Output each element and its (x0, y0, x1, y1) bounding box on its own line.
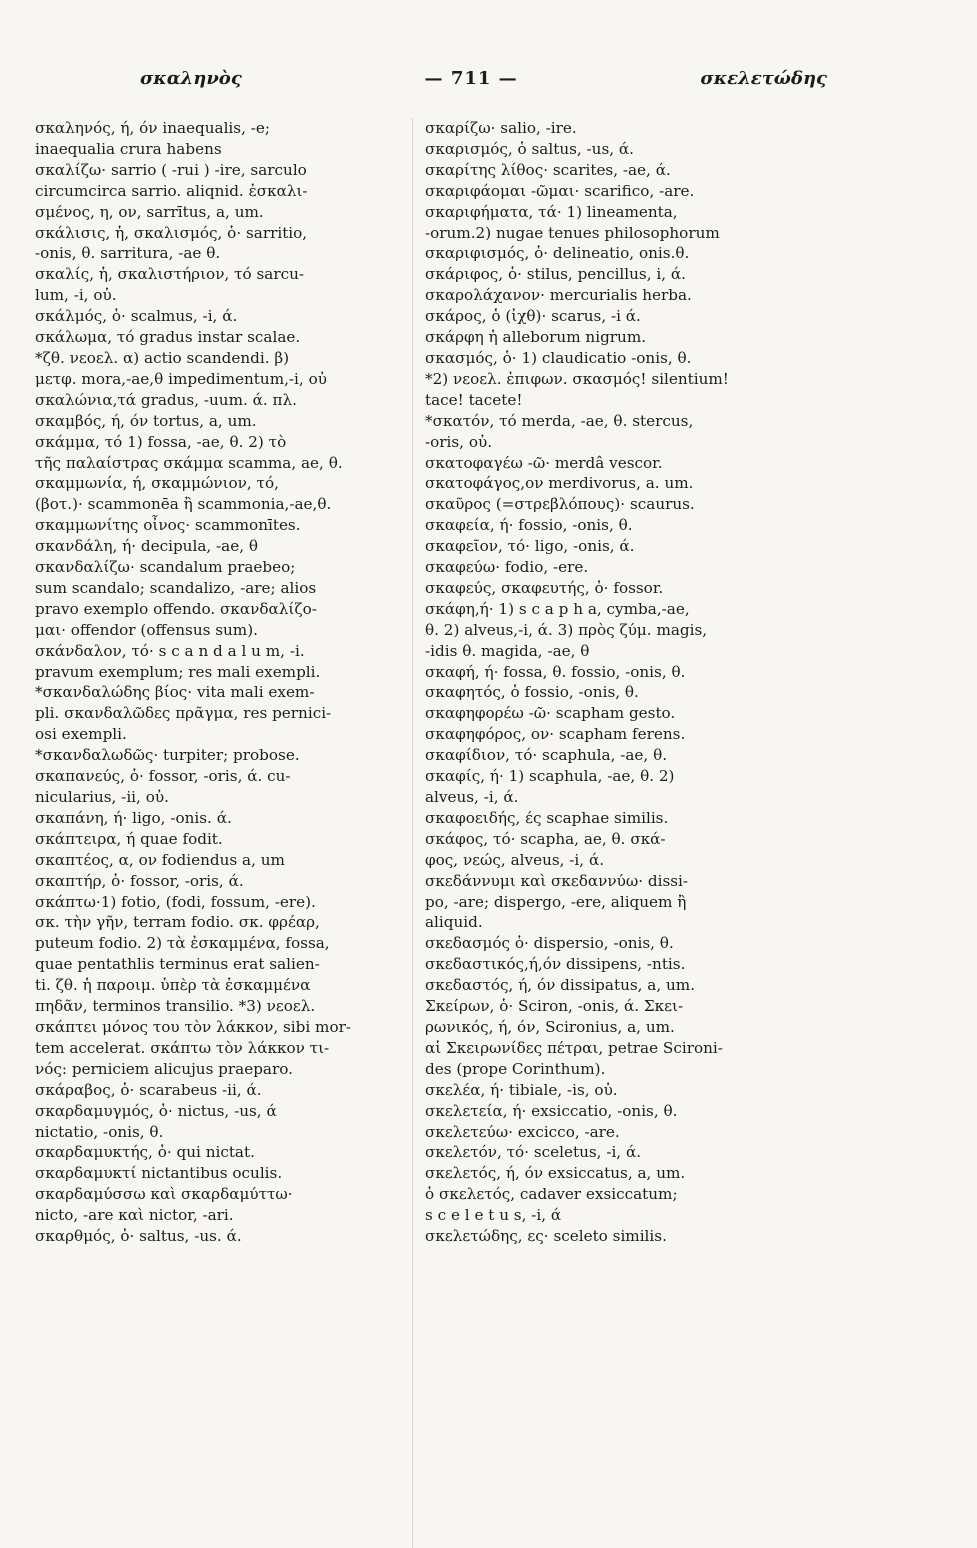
dictionary-line: σκάραβος, ὁ· scarabeus -ii, ά. (35, 1080, 262, 1099)
dictionary-line: σκανδάλη, ή· decipula, -ae, θ (35, 537, 258, 556)
dictionary-line: σκαπάνη, ή· ligo, -onis. ά. (35, 808, 232, 827)
dictionary-line: σκαφεύς, σκαφευτής, ὁ· fossor. (425, 578, 664, 597)
dictionary-line: σκαρισμός, ὁ saltus, -us, ά. (425, 139, 634, 158)
dictionary-line: σκάρφη ἡ alleborum nigrum. (425, 328, 647, 347)
dictionary-line: σκασμός, ὁ· 1) claudicatio -onis, θ. (425, 348, 692, 367)
dictionary-line: nictatio, -onis, θ. (35, 1122, 164, 1141)
dictionary-line: σκάλισις, ἡ, σκαλισμός, ὁ· sarritio, (35, 223, 308, 242)
dictionary-line: σκατοφαγέω -ῶ· merdâ vescor. (425, 453, 663, 472)
dictionary-line: alveus, -i, ά. (425, 788, 519, 806)
dictionary-line: sum scandalo; scandalizo, -are; alios (35, 578, 317, 597)
dictionary-line: σκελετεύω· excicco, -are. (425, 1122, 620, 1141)
dictionary-line: σκαφεῖον, τό· ligo, -onis, ά. (425, 537, 635, 556)
dictionary-line: σκάριφος, ὁ· stilus, pencillus, i, ά. (425, 265, 686, 284)
dictionary-line: σκαπανεύς, ὁ· fossor, -oris, ά. cu- (35, 767, 291, 786)
running-header (140, 68, 827, 98)
dictionary-line: tem accelerat. σκάπτω τὸν λάκκον τι- (35, 1038, 330, 1057)
dictionary-line: σκάφη,ή· 1) s c a p h a, cymba,-ae, (425, 599, 690, 618)
dictionary-line: φος, νεώς, alveus, -i, ά. (425, 850, 605, 869)
dictionary-line: σκάπτω·1) fotio, (fodi, fossum, -ere). (35, 892, 316, 911)
dictionary-line: *2) νεοελ. ἐπιφων. σκασμός! silentium! (425, 369, 729, 388)
dictionary-line: lum, -i, οὐ. (35, 286, 117, 305)
dictionary-line: σκελετώδης, ες· sceleto similis. (425, 1227, 667, 1246)
dictionary-line: σκαφηφορέω -ῶ· scapham gesto. (425, 704, 676, 723)
dictionary-line: des (prope Corinthum). (425, 1059, 606, 1078)
dictionary-line: σκαφεία, ή· fossio, -onis, θ. (425, 516, 633, 535)
dictionary-line: θ. 2) alveus,-i, ά. 3) πρὸς ζύμ. magis, (425, 620, 708, 639)
dictionary-line: σκαρολάχανον· mercurialis herba. (425, 286, 692, 305)
dictionary-line: σκαπτήρ, ὁ· fossor, -oris, ά. (35, 871, 244, 890)
dictionary-line: σκάπτει μόνος του τὸν λάκκον, sibi mor- (35, 1017, 351, 1036)
dictionary-line: σκαρδαμύσσω καὶ σκαρδαμύττω· (35, 1185, 293, 1204)
dictionary-line: -oris, οὐ. (425, 432, 493, 451)
dictionary-line: aliquid. (425, 913, 483, 932)
dictionary-line: σκάμμα, τό 1) fossa, -ae, θ. 2) τὸ (35, 432, 287, 451)
dictionary-line: σκαμμωνία, ή, σκαμμώνιον, τό, (35, 474, 279, 493)
dictionary-line: σκαρδαμυγμός, ὁ· nictus, -us, ά (35, 1101, 277, 1120)
dictionary-line: (βοτ.)· scammonēa ἢ scammonia,-ae,θ. (35, 495, 332, 514)
dictionary-line: σκεδάννυμι καὶ σκεδαννύω· dissi- (425, 871, 689, 890)
dictionary-line: σκατοφάγος,ον merdivorus, a. um. (425, 474, 694, 493)
dictionary-line: nicto, -are καὶ nictor, -ari. (35, 1206, 234, 1225)
dictionary-line: tace! tacete! (425, 390, 523, 409)
dictionary-line: σκάλωμα, τό gradus instar scalae. (35, 328, 301, 347)
dictionary-line: σκαριφάομαι -ῶμαι· scarifico, -are. (425, 181, 695, 200)
dictionary-line: ρωνικός, ή, όν, Scironius, a, um. (425, 1017, 675, 1036)
dictionary-line: σκάπτειρα, ή quae fodit. (35, 829, 223, 848)
dictionary-line: σκελετόν, τό· sceletus, -i, ά. (425, 1143, 642, 1162)
dictionary-line: σκαφή, ή· fossa, θ. fossio, -onis, θ. (425, 662, 686, 681)
dictionary-line: ti. ζθ. ἡ παροιμ. ὑπὲρ τὰ ἐσκαμμένα (35, 976, 311, 995)
dictionary-line: *σκανδαλώδης βίος· vita mali exem- (35, 683, 315, 702)
dictionary-line: σκαληνός, ή, όν inaequalis, -e; (35, 119, 270, 137)
dictionary-line: σκαφεύω· fodio, -ere. (425, 558, 589, 577)
dictionary-line: σκαφίδιον, τό· scaphula, -ae, θ. (425, 746, 668, 765)
dictionary-line: μαι· offendor (offensus sum). (35, 620, 258, 639)
dictionary-line: σκαπτέος, α, ον fodiendus a, um (35, 850, 285, 869)
dictionary-line: -orum.2) nugae tenues philosophorum (425, 223, 720, 242)
dictionary-line: ὁ σκελετός, cadaver exsiccatum; (425, 1185, 678, 1204)
dictionary-line: σκαλίς, ἡ, σκαλιστήριον, τό sarcu- (35, 265, 304, 284)
dictionary-line: σκαμβός, ή, όν tortus, a, um. (35, 411, 257, 430)
dictionary-line: σκαῦρος (=στρεβλόπους)· scaurus. (425, 495, 695, 514)
dictionary-line: σκαφητός, ὁ fossio, -onis, θ. (425, 683, 639, 702)
dictionary-line: nicularius, -ii, οὐ. (35, 788, 169, 806)
dictionary-line: s c e l e t u s, -i, ά (425, 1206, 562, 1225)
dictionary-line: σκάλμός, ὁ· scalmus, -i, ά. (35, 307, 238, 326)
dictionary-line: σκαμμωνίτης οἶνος· scammonītes. (35, 516, 301, 535)
dictionary-line: σκεδαστικός,ή,όν dissipens, -ntis. (425, 955, 686, 974)
dictionary-line: Σκείρων, ὁ· Sciron, -onis, ά. Σκει- (425, 997, 684, 1016)
dictionary-line: νός: perniciem alicujus praeparo. (35, 1059, 293, 1078)
dictionary-line: αἱ Σκειρωνίδες πέτραι, petrae Scironi- (425, 1038, 723, 1057)
dictionary-line: σκαλίζω· sarrio ( -rui ) -ire, sarculo (35, 160, 307, 179)
dictionary-line: osi exempli. (35, 725, 127, 744)
dictionary-line: σκαρδαμυκτί nictantibus oculis. (35, 1164, 283, 1183)
dictionary-line: po, -are; dispergo, -ere, aliquem ἢ (425, 892, 687, 911)
right-column (425, 118, 820, 1247)
dictionary-line: pli. σκανδαλῶδες πρᾶγμα, res pernici- (35, 704, 332, 723)
dictionary-line: *ζθ. νεοελ. α) actio scandendi. β) (35, 348, 290, 367)
page-number: — 711 — (424, 68, 518, 89)
dictionary-line: σκανδαλίζω· scandalum praebeo; (35, 558, 296, 577)
dictionary-line: πηδᾶν, terminos transilio. *3) νεοελ. (35, 997, 316, 1016)
dictionary-line: σμένος, η, ον, sarrītus, a, um. (35, 202, 264, 221)
dictionary-line: σκελετός, ή, όν exsiccatus, a, um. (425, 1164, 686, 1183)
dictionary-line: pravo exemplo offendo. σκανδαλίζο- (35, 599, 317, 618)
column-divider (412, 118, 413, 1548)
header-first-entry: σκαληνὸς (140, 68, 242, 89)
dictionary-line: quae pentathlis terminus erat salien- (35, 955, 320, 974)
dictionary-line: σκελετεία, ή· exsiccatio, -onis, θ. (425, 1101, 678, 1120)
dictionary-line: σκαρίτης λίθος· scarites, -ae, ά. (425, 160, 671, 179)
dictionary-line: puteum fodio. 2) τὰ ἐσκαμμένα, fossa, (35, 934, 330, 953)
dictionary-line: σκάρος, ὁ (ἰχθ)· scarus, -i ά. (425, 307, 641, 326)
dictionary-line: *σκατόν, τό merda, -ae, θ. stercus, (425, 411, 694, 430)
header-last-entry: σκελετώδης (700, 68, 827, 89)
dictionary-line: σκάφος, τό· scapha, ae, θ. σκά- (425, 829, 666, 848)
dictionary-line: σκαφηφόρος, ον· scapham ferens. (425, 725, 686, 744)
dictionary-line: σκαρδαμυκτής, ὁ· qui nictat. (35, 1143, 255, 1162)
dictionary-line: τῆς παλαίστρας σκάμμα scamma, ae, θ. (35, 453, 343, 472)
dictionary-line: σκεδαστός, ή, όν dissipatus, a, um. (425, 976, 696, 995)
dictionary-line: σκαρίζω· salio, -ire. (425, 119, 577, 137)
dictionary-line: σκαφοειδής, ές scaphae similis. (425, 808, 669, 827)
dictionary-line: σκ. τὴν γῆν, terram fodio. σκ. φρέαρ, (35, 913, 320, 932)
dictionary-line: -idis θ. magida, -ae, θ (425, 641, 590, 660)
dictionary-line: μετφ. mora,-ae,θ impedimentum,-i, οὐ (35, 369, 327, 388)
dictionary-line: σκαφίς, ή· 1) scaphula, -ae, θ. 2) (425, 767, 675, 786)
dictionary-line: σκαριφήματα, τά· 1) lineamenta, (425, 202, 678, 221)
dictionary-line: pravum exemplum; res mali exempli. (35, 662, 321, 681)
dictionary-line: σκαλώνια,τά gradus, -uum. ά. πλ. (35, 390, 297, 409)
dictionary-line: *σκανδαλωδῶς· turpiter; probose. (35, 746, 300, 765)
dictionary-line: σκελέα, ή· tibiale, -is, οὐ. (425, 1080, 618, 1099)
dictionary-line: -onis, θ. sarritura, -ae θ. (35, 244, 221, 263)
dictionary-line: σκαρθμός, ὁ· saltus, -us. ά. (35, 1227, 242, 1246)
dictionary-line: inaequalia crura habens (35, 139, 222, 158)
dictionary-line: σκεδασμός ὁ· dispersio, -onis, θ. (425, 934, 674, 953)
dictionary-line: σκάνδαλον, τό· s c a n d a l u m, -i. (35, 641, 305, 660)
left-column (35, 118, 415, 1247)
dictionary-line: σκαριφισμός, ὁ· delineatio, onis.θ. (425, 244, 690, 263)
dictionary-line: circumcirca sarrio. aliqnid. ἐσκαλι- (35, 181, 308, 200)
